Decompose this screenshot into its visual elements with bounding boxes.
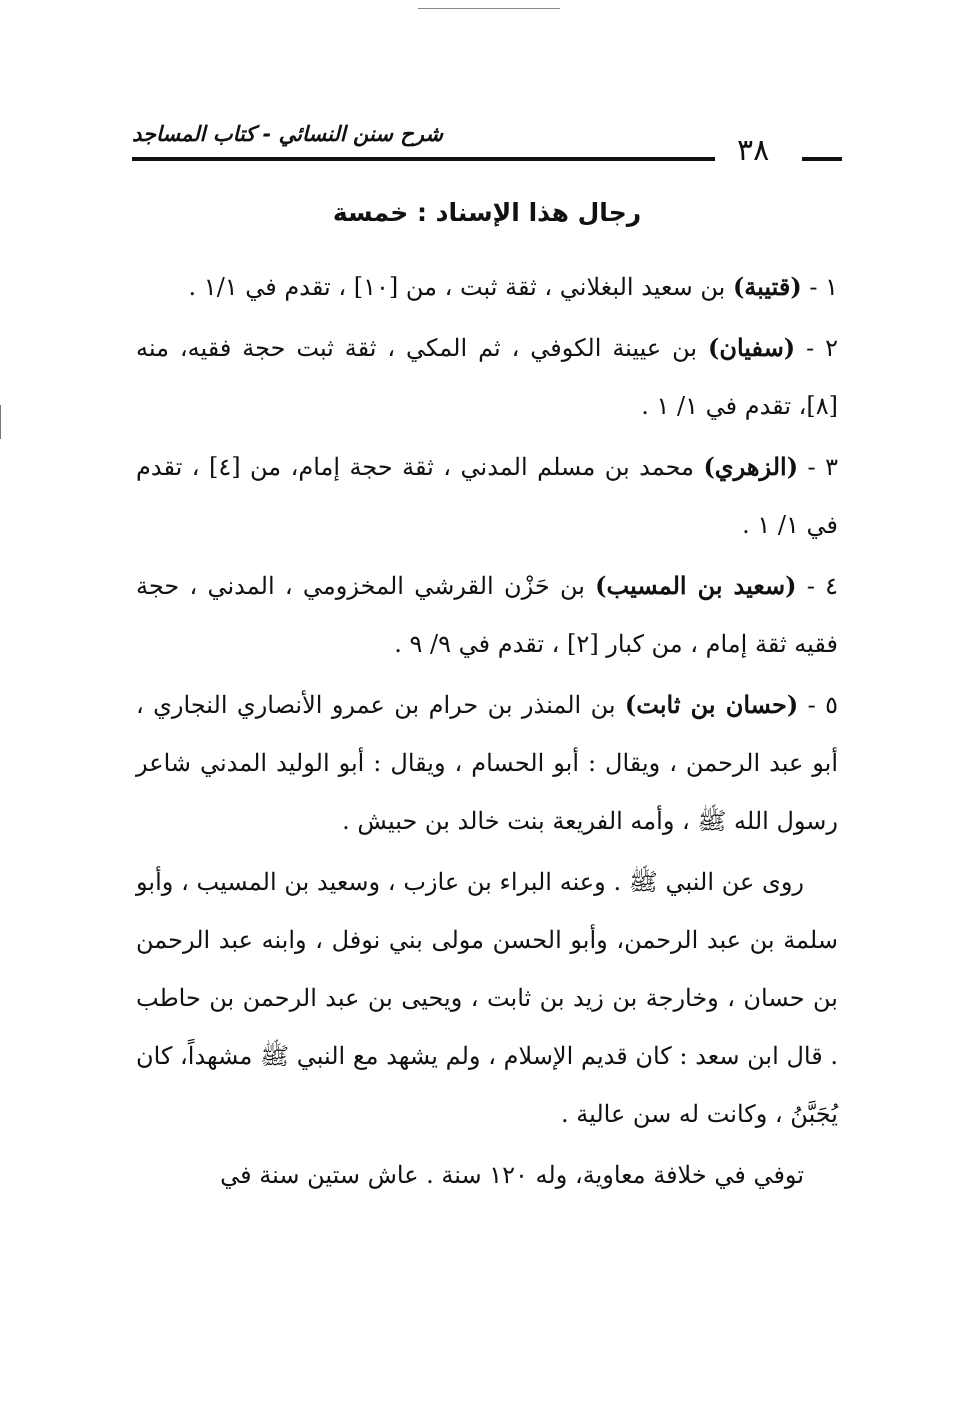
- narrator-entry-2: [136, 319, 838, 435]
- narrator-text: بن عيينة الكوفي ، ثم المكي ، ثقة ثبت حجة فقيه، منه [٨]، تقدم في ١/ ١ .: [136, 334, 838, 420]
- narrator-number: ٢ -: [795, 334, 838, 362]
- riwaya-paragraph: روى عن النبي ﷺ . وعنه البراء بن عازب ، وسعيد بن المسيب ، وأبو سلمة بن عبد الرحمن، وأبو الحسن مولى بني نوفل ، وابنه عبد الرحمن بن حسان ، وخارجة بن زيد بن ثابت ، ويحيى بن عبد الرحمن بن حاطب . قال ابن سعد : كان قديم الإسلام ، ولم يشهد مع النبي ﷺ مشهداً، كان يُجَبَّنُ ، وكانت له سن عالية .: [136, 868, 838, 1128]
- narrator-name: (قتيبة): [732, 272, 802, 301]
- narrator-text: بن حَزْن القرشي المخزومي ، المدني ، حجة فقيه ثقة إمام ، من كبار [٢] ، تقدم في ٩/ ٩ .: [136, 572, 838, 658]
- narrator-number: ٥ -: [798, 691, 839, 719]
- scan-margin-line: [0, 405, 1, 439]
- narrator-name: (سفيان): [708, 333, 796, 362]
- running-title: شرح سنن النسائي - كتاب المساجد: [132, 122, 443, 146]
- narrator-entry-1: [136, 258, 838, 316]
- narrator-name: (سعيد بن المسيب): [595, 571, 797, 600]
- page-body: [136, 258, 838, 1207]
- page-number: ٣٨: [737, 133, 770, 168]
- scan-edge-line: [418, 8, 560, 9]
- narrator-text: بن المنذر بن حرام بن عمرو الأنصاري النجاري ، أبو عبد الرحمن ، ويقال : أبو الحسام ، ويقال : أبو الوليد المدني شاعر رسول الله ﷺ ، وأمه الفريعة بنت خالد بن حبيش .: [136, 691, 838, 835]
- narrator-number: ٣ -: [798, 453, 838, 481]
- page-header: [132, 118, 842, 180]
- narrator-name: (الزهري): [703, 452, 799, 481]
- narrator-entry-4: [136, 557, 838, 673]
- narrator-entry-3: [136, 438, 838, 554]
- narrator-number: ٤ -: [796, 572, 838, 600]
- narrator-text: بن سعيد البغلاني ، ثقة ثبت ، من [١٠] ، تقدم في ١/١ .: [188, 273, 733, 301]
- section-heading: رجال هذا الإسناد : خمسة: [332, 198, 642, 227]
- narrator-name: (حسان بن ثابت): [624, 690, 799, 719]
- header-rule: [132, 157, 715, 161]
- narrator-text: محمد بن مسلم المدني ، ثقة حجة إمام، من [٤] ، تقدم في ١/ ١ .: [136, 453, 838, 539]
- narrator-entry-5: [136, 676, 838, 850]
- page-number-dash: [802, 157, 842, 161]
- narrator-number: ١ -: [801, 273, 838, 301]
- wafat-paragraph: توفي في خلافة معاوية، وله ١٢٠ سنة . عاش ستين سنة في: [220, 1161, 804, 1189]
